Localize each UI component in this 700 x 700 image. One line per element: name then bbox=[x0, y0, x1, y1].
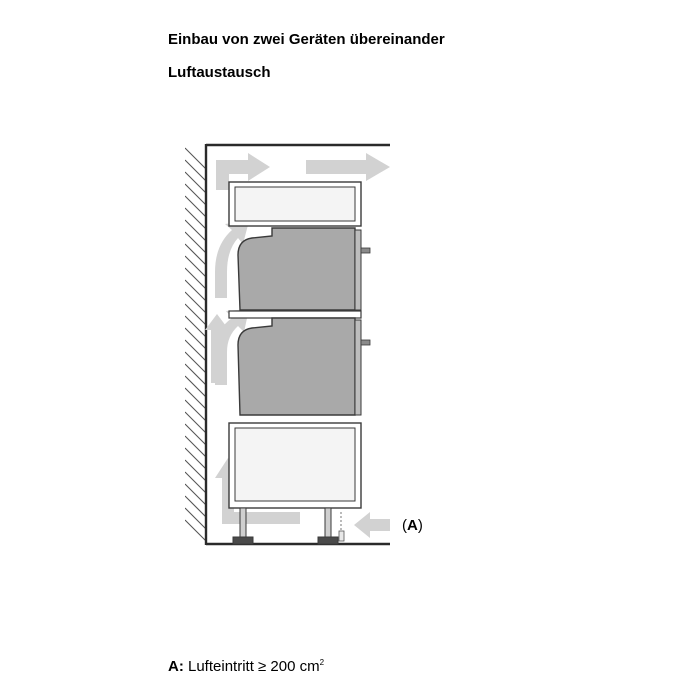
airflow-arrow-inlet bbox=[354, 512, 390, 538]
page-subtitle: Luftaustausch bbox=[168, 64, 271, 81]
lower-appliance bbox=[238, 318, 370, 415]
legend bbox=[168, 658, 324, 675]
page-title: Einbau von zwei Geräten übereinander bbox=[168, 31, 445, 48]
callout-close: ) bbox=[417, 517, 423, 534]
upper-appliance bbox=[238, 228, 370, 310]
legend-key: A: bbox=[168, 658, 184, 675]
intermediate-shelf bbox=[229, 311, 361, 318]
callout-open: ( bbox=[402, 517, 407, 534]
legend-superscript: 2 bbox=[319, 658, 325, 667]
callout-a bbox=[402, 517, 423, 534]
top-shelf bbox=[229, 182, 361, 226]
callout-letter: A bbox=[407, 517, 418, 534]
legend-text: Lufteintritt ≥ 200 cm bbox=[188, 658, 320, 675]
airflow-arrow-top-right bbox=[306, 153, 390, 181]
wall-hatch bbox=[185, 148, 206, 541]
foot-right bbox=[325, 508, 331, 538]
foot-left bbox=[240, 508, 246, 538]
base-cabinet bbox=[229, 423, 361, 508]
inlet-grille bbox=[339, 512, 344, 541]
